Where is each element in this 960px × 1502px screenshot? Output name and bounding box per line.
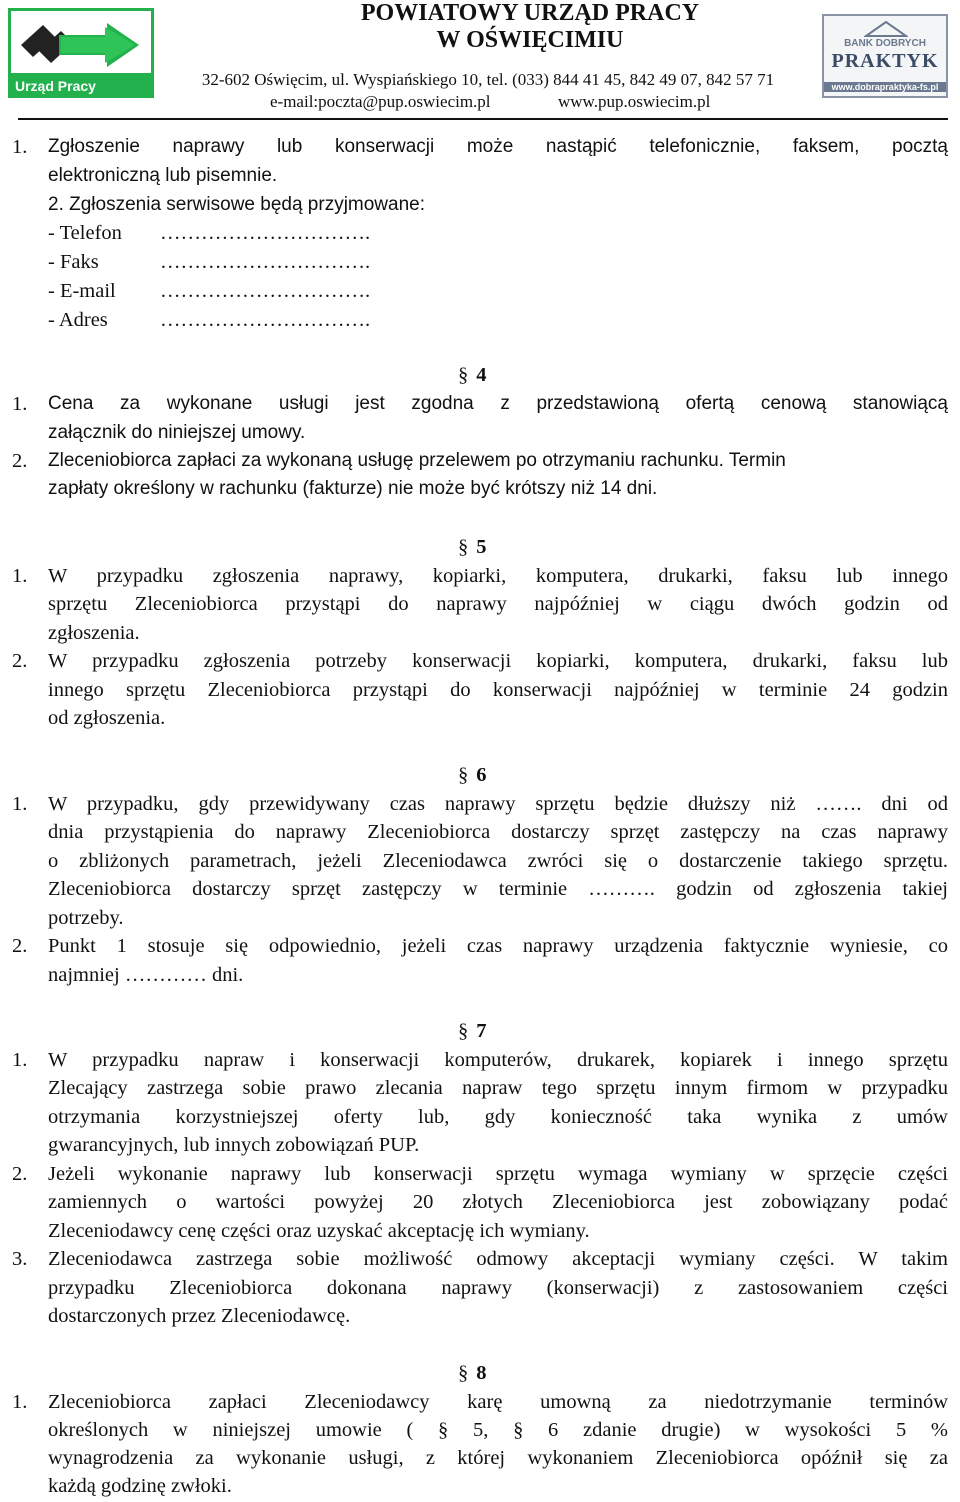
contact-blank-address: …………………………. <box>160 309 371 331</box>
institution-line-2: W OŚWIĘCIMIU <box>436 27 624 53</box>
paragraph-line: określonych w niniejszej umowie ( § 5, § 6 zdanie drugie) w wysokości 5 % <box>48 1419 948 1441</box>
logo-caption: Urząd Pracy <box>15 78 96 94</box>
contact-label-address: - Adres <box>48 309 108 331</box>
section-heading-5 <box>458 535 518 559</box>
paragraph-line: W przypadku napraw i konserwacji komputerów, drukarek, kopiarek i innego sprzętu <box>48 1049 948 1071</box>
section-heading-4 <box>458 363 518 387</box>
paragraph-line: Cena za wykonane usługi jest zgodna z przedstawioną ofertą cenową stanowiącą <box>48 393 948 414</box>
institution-address: 32-602 Oświęcim, ul. Wyspiańskiego 10, tel. (033) 844 41 45, 842 49 07, 842 57 71 <box>201 70 775 89</box>
section-number: 7 <box>476 1020 487 1042</box>
paragraph-line: W przypadku zgłoszenia naprawy, kopiarki, komputera, drukarki, faksu lub innego <box>48 565 948 587</box>
section-number: 8 <box>476 1362 487 1384</box>
item-number: 2. <box>12 650 28 672</box>
paragraph-line: każdą godzinę zwłoki. <box>48 1475 232 1497</box>
section-mark: § <box>458 536 469 558</box>
section-mark: § <box>458 1020 469 1042</box>
item-number: 3. <box>12 1248 28 1270</box>
item-number: 2. <box>12 935 28 957</box>
contact-label-fax: - Faks <box>48 251 99 273</box>
paragraph-line: Zgłoszenie naprawy lub konserwacji może nastąpić telefonicznie, faksem, pocztą <box>48 136 948 157</box>
paragraph-line: innego sprzętu Zleceniobiorca przystąpi do konserwacji najpóźniej w terminie 24 godzin <box>48 679 948 701</box>
paragraph-line: Zleceniobiorca zapłaci za wykonaną usługę przelewem po otrzymaniu rachunku. Termin <box>48 450 786 471</box>
item-number: 1. <box>12 565 28 587</box>
logo-right-top: BANK DOBRYCH <box>844 38 926 49</box>
paragraph-line: o zbliżonych parametrach, jeżeli Zleceniodawca zwróci się o dostarczenie takiego sprzętu. <box>48 850 948 872</box>
contact-blank-phone: …………………………. <box>160 222 371 244</box>
paragraph-line: 2. Zgłoszenia serwisowe będą przyjmowane: <box>48 194 426 215</box>
section-mark: § <box>458 364 469 386</box>
roof-icon <box>864 20 908 38</box>
paragraph-line: otrzymania korzystniejszej oferty lub, gdy konieczność taka wynika z umów <box>48 1106 948 1128</box>
paragraph-line: Zleceniobiorca zapłaci Zleceniodawcy karę umowną za niedotrzymanie terminów <box>48 1391 948 1413</box>
arrow-logo-icon <box>15 15 147 73</box>
item-number: 1. <box>12 1049 28 1071</box>
urzad-pracy-logo <box>8 8 154 98</box>
paragraph-line: Zleceniodawca zastrzega sobie możliwość odmowy akceptacji wymiany części. W takim <box>48 1248 948 1270</box>
paragraph-line: dostarczonych przez Zleceniodawcę. <box>48 1305 351 1327</box>
section-heading-6 <box>458 763 518 787</box>
section-mark: § <box>458 764 469 786</box>
item-number: 2. <box>12 1163 28 1185</box>
item-number: 1. <box>12 1391 28 1413</box>
paragraph-line: gwarancyjnych, lub innych zobowiązań PUP. <box>48 1134 420 1156</box>
paragraph-line: przypadku Zleceniobiorca dokonana naprawy (konserwacji) z zastosowaniem części <box>48 1277 948 1299</box>
section-number: 6 <box>476 764 487 786</box>
section-heading-7 <box>458 1019 518 1043</box>
contact-label-phone: - Telefon <box>48 222 122 244</box>
logo-right-main: PRAKTYK <box>831 50 939 72</box>
contact-blank-email: …………………………. <box>160 280 371 302</box>
paragraph-line: dnia przystąpienia do naprawy Zleceniobiorca dostarczy sprzęt zastępczy na czas naprawy <box>48 821 948 843</box>
contact-blank-fax: …………………………. <box>160 251 371 273</box>
item-number: 1. <box>12 136 28 158</box>
section-mark: § <box>458 1362 469 1384</box>
institution-line-1: POWIATOWY URZĄD PRACY <box>360 0 700 26</box>
header-divider <box>18 118 948 120</box>
logo-right-url: www.dobrapraktyka-fs.pl <box>824 82 946 92</box>
paragraph-line: od zgłoszenia. <box>48 707 166 729</box>
letterhead <box>0 0 960 118</box>
paragraph-line: najmniej ………… dni. <box>48 964 244 986</box>
paragraph-line: zgłoszenia. <box>48 622 140 644</box>
paragraph-line: Jeżeli wykonanie naprawy lub konserwacji sprzętu wymaga wymiany w sprzęcie części <box>48 1163 948 1185</box>
paragraph-line: Punkt 1 stosuje się odpowiednio, jeżeli czas naprawy urządzenia faktycznie wyniesie, co <box>48 935 948 957</box>
paragraph-line: zapłaty określony w rachunku (fakturze) nie może być krótszy niż 14 dni. <box>48 478 658 499</box>
paragraph-line: wynagrodzenia za wykonanie usługi, z której wykonaniem Zleceniobiorca opóźnił się za <box>48 1447 948 1469</box>
institution-name <box>300 0 760 54</box>
section-number: 5 <box>476 536 487 558</box>
paragraph-line: sprzętu Zleceniobiorca przystąpi do naprawy najpóźniej w ciągu dwóch godzin od <box>48 593 948 615</box>
paragraph-line: Zleceniodawcy cenę części oraz uzyskać akceptację ich wymiany. <box>48 1220 590 1242</box>
section-number: 4 <box>476 364 487 386</box>
paragraph-line: Zlecający zastrzega sobie prawo zlecania napraw tego sprzętu innym firmom w przypadku <box>48 1077 948 1099</box>
paragraph-line: elektroniczną lub pisemnie. <box>48 165 278 186</box>
paragraph-line: zamiennych o wartości powyżej 20 złotych Zleceniobiorca jest zobowiązany podać <box>48 1191 948 1213</box>
item-number: 2. <box>12 450 28 472</box>
paragraph-line: W przypadku, gdy przewidywany czas naprawy sprzętu będzie dłuższy niż ……. dni od <box>48 793 948 815</box>
paragraph-line: W przypadku zgłoszenia potrzeby konserwacji kopiarki, komputera, drukarki, faksu lub <box>48 650 948 672</box>
item-number: 1. <box>12 793 28 815</box>
bank-dobrych-praktyk-logo <box>822 14 948 98</box>
item-number: 1. <box>12 393 28 415</box>
institution-website: www.pup.oswiecim.pl <box>558 92 711 111</box>
paragraph-line: załącznik do niniejszej umowy. <box>48 422 306 443</box>
institution-email: e-mail:poczta@pup.oswiecim.pl <box>270 92 491 111</box>
paragraph-line: Zleceniobiorca dostarczy sprzęt zastępczy w terminie ………. godzin od zgłoszenia takiej <box>48 878 948 900</box>
section-heading-8 <box>458 1361 518 1385</box>
paragraph-line: potrzeby. <box>48 907 124 929</box>
contact-label-email: - E-mail <box>48 280 116 302</box>
